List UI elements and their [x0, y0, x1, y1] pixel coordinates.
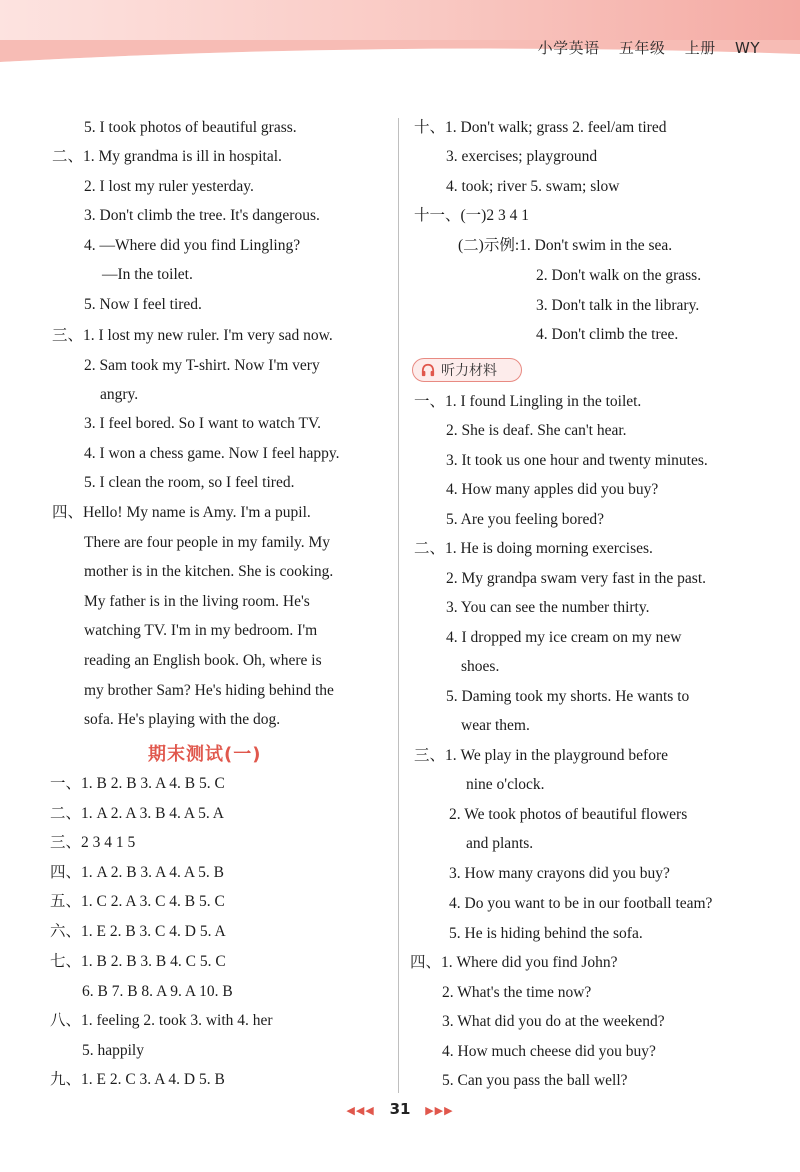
transcript-line: 4. How much cheese did you buy? [442, 1043, 656, 1060]
section-title: 期末测试(一) [148, 744, 262, 765]
answer-line: my brother Sam? He's hiding behind the [84, 682, 334, 699]
answer-line: 5. Now I feel tired. [84, 296, 202, 313]
answer-line: 5. I clean the room, so I feel tired. [84, 474, 295, 491]
transcript-line: 3. You can see the number thirty. [446, 599, 650, 616]
transcript-line: 一、1. I found Lingling in the toilet. [414, 393, 642, 410]
answer-line: angry. [100, 386, 139, 403]
page-header [524, 37, 760, 58]
transcript-line: wear them. [461, 717, 530, 734]
answer-line: 2. Sam took my T-shirt. Now I'm very [84, 357, 320, 374]
header-edition: WY [735, 39, 760, 57]
answer-line: 三、1. I lost my new ruler. I'm very sad now. [52, 327, 333, 344]
answer-line: watching TV. I'm in my bedroom. I'm [84, 622, 318, 639]
header-grade: 五年级 [618, 39, 666, 57]
transcript-line: 2. My grandpa swam very fast in the past. [446, 570, 706, 587]
answer-line: 2. Don't walk on the grass. [536, 267, 702, 284]
transcript-line: 4. Do you want to be in our football team? [449, 895, 713, 912]
transcript-line: shoes. [461, 658, 500, 675]
answer-line: 3. Don't talk in the library. [536, 297, 700, 314]
transcript-line: 3. It took us one hour and twenty minutes. [446, 452, 708, 469]
test-answer-line: 三、2 3 4 1 5 [50, 834, 136, 851]
answer-line: 4. —Where did you find Lingling? [84, 237, 301, 254]
answer-line: There are four people in my family. My [84, 534, 331, 551]
answer-line: reading an English book. Oh, where is [84, 652, 322, 669]
answer-line: sofa. He's playing with the dog. [84, 711, 281, 728]
answer-line: 二、1. My grandma is ill in hospital. [52, 148, 282, 165]
test-answer-line: 一、1. B 2. B 3. A 4. B 5. C [50, 775, 225, 792]
transcript-line: and plants. [466, 835, 534, 852]
answer-line: 4. Don't climb the tree. [536, 326, 679, 343]
page-number: 31 [389, 1100, 411, 1118]
transcript-line: 2. What's the time now? [442, 984, 592, 1001]
transcript-line: 四、1. Where did you find John? [410, 954, 618, 971]
test-answer-line: 四、1. A 2. B 3. A 4. A 5. B [50, 864, 224, 881]
answer-line: 十一、(一)2 3 4 1 [414, 207, 529, 224]
page-footer [0, 1100, 800, 1118]
listening-material-badge [412, 358, 522, 382]
transcript-line: 二、1. He is doing morning exercises. [414, 540, 653, 557]
header-volume: 上册 [684, 39, 716, 57]
answer-line: 十、1. Don't walk; grass 2. feel/am tired [414, 119, 667, 136]
test-answer-line: 六、1. E 2. B 3. C 4. D 5. A [50, 923, 226, 940]
test-answer-line: 6. B 7. B 8. A 9. A 10. B [82, 983, 233, 1000]
test-answer-line: 八、1. feeling 2. took 3. with 4. her [50, 1012, 273, 1029]
listening-material-label: 听力材料 [441, 363, 497, 379]
transcript-line: 5. Are you feeling bored? [446, 511, 604, 528]
transcript-line: 4. How many apples did you buy? [446, 481, 659, 498]
transcript-line: nine o'clock. [466, 776, 545, 793]
answer-line: My father is in the living room. He's [84, 593, 310, 610]
test-answer-line: 九、1. E 2. C 3. A 4. D 5. B [50, 1071, 225, 1088]
column-divider [398, 118, 399, 1093]
answer-line: mother is in the kitchen. She is cooking. [84, 563, 334, 580]
transcript-line: 5. Can you pass the ball well? [442, 1072, 628, 1089]
answer-line: 2. I lost my ruler yesterday. [84, 178, 254, 195]
answer-line: 5. I took photos of beautiful grass. [84, 119, 297, 136]
left-arrows: ◀◀◀ [346, 1104, 375, 1117]
transcript-line: 5. He is hiding behind the sofa. [449, 925, 643, 942]
answer-line: 3. exercises; playground [446, 148, 598, 165]
transcript-line: 2. She is deaf. She can't hear. [446, 422, 627, 439]
answer-line: 3. I feel bored. So I want to watch TV. [84, 415, 322, 432]
right-arrows: ▶▶▶ [425, 1104, 454, 1117]
headphones-icon [421, 363, 435, 377]
header-subject: 小学英语 [537, 39, 600, 57]
transcript-line: 3. How many crayons did you buy? [449, 865, 670, 882]
transcript-line: 3. What did you do at the weekend? [442, 1013, 665, 1030]
answer-line: —In the toilet. [102, 266, 193, 283]
answer-line: 四、Hello! My name is Amy. I'm a pupil. [52, 504, 311, 521]
transcript-line: 4. I dropped my ice cream on my new [446, 629, 682, 646]
transcript-line: 2. We took photos of beautiful flowers [449, 806, 688, 823]
answer-line: 4. took; river 5. swam; slow [446, 178, 620, 195]
answer-line: 4. I won a chess game. Now I feel happy. [84, 445, 340, 462]
test-answer-line: 五、1. C 2. A 3. C 4. B 5. C [50, 893, 225, 910]
test-answer-line: 二、1. A 2. A 3. B 4. A 5. A [50, 805, 224, 822]
answer-line: 3. Don't climb the tree. It's dangerous. [84, 207, 320, 224]
test-answer-line: 5. happily [82, 1042, 144, 1059]
answer-line: (二)示例:1. Don't swim in the sea. [458, 237, 673, 254]
transcript-line: 三、1. We play in the playground before [414, 747, 669, 764]
test-answer-line: 七、1. B 2. B 3. B 4. C 5. C [50, 953, 226, 970]
transcript-line: 5. Daming took my shorts. He wants to [446, 688, 690, 705]
